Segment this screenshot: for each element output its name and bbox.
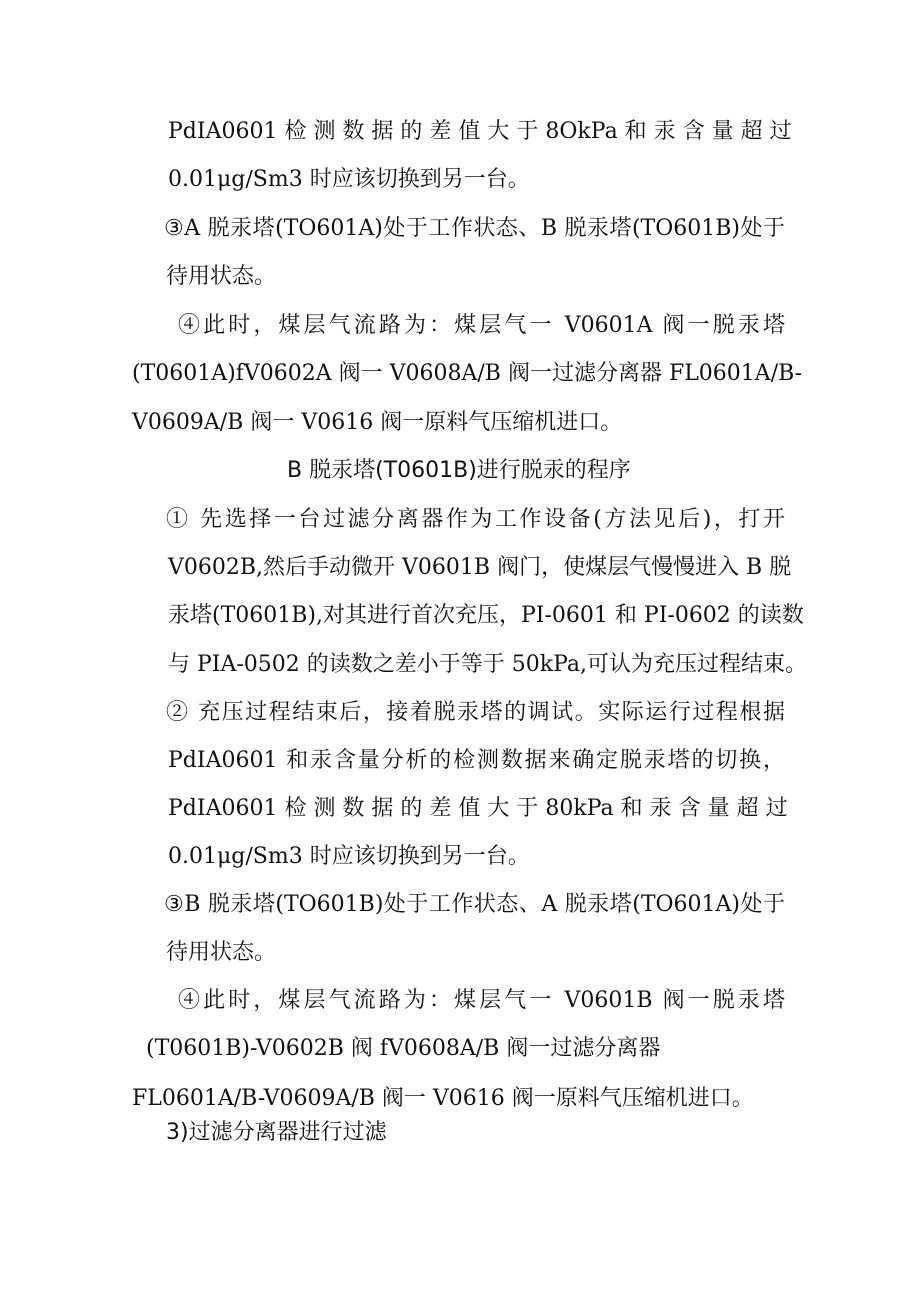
text-line-11: 汞塔(T0601B),对其进行首次充压，PI-0601 和 PI-0602 的读数 [168, 603, 804, 628]
text-line-5: ④此时，煤层气流路为：煤层气一 V0601A 阀一脱汞塔 [178, 313, 785, 338]
text-line-21: FL0601A/B-V0609A/B 阀一 V0616 阀一原料气压缩机进口。 [132, 1086, 754, 1111]
subsection-heading: 3)过滤分离器进行过滤 [166, 1120, 387, 1145]
text-line-12: 与 PIA-0502 的读数之差小于等于 50kPa,可认为充压过程结束。 [168, 652, 808, 677]
text-line-3: ③A 脱汞塔(TO601A)处于工作状态、B 脱汞塔(TO601B)处于 [164, 216, 785, 241]
text-line-2: 0.01μg∕Sm3 时应该切换到另一台。 [168, 167, 530, 192]
text-line-7: V0609A/B 阀一 V0616 阀一原料气压缩机进口。 [132, 410, 623, 435]
text-line-10: V0602B,然后手动微开 V0601B 阀门，使煤层气慢慢进入 B 脱 [168, 555, 792, 580]
text-line-16: 0.01μg∕Sm3 时应该切换到另一台。 [168, 844, 530, 869]
text-line-13: ② 充压过程结束后，接着脱汞塔的调试。实际运行过程根据 [166, 700, 785, 725]
text-line-15: PdIA0601 检 测 数 据 的 差 值 大 于 80kPa 和 汞 含 量 超 过 [168, 796, 788, 821]
text-line-1: PdIA0601 检 测 数 据 的 差 值 大 于 8OkPa 和 汞 含 量 超 过 [168, 119, 792, 144]
text-line-17: ③B 脱汞塔(TO601B)处于工作状态、A 脱汞塔(TO601A)处于 [164, 892, 785, 917]
text-line-9: ① 先选择一台过滤分离器作为工作设备(方法见后)，打开 [166, 507, 785, 532]
text-line-6: (T0601A)fV0602A 阀一 V0608A/B 阀一过滤分离器 FL0601A/B- [132, 361, 803, 386]
text-line-18: 待用状态。 [166, 940, 277, 965]
text-line-14: PdIA0601 和汞含量分析的检测数据来确定脱汞塔的切换， [168, 748, 785, 773]
text-line-20: (T0601B)-V0602B 阀 fV0608A∕B 阀一过滤分离器 [146, 1036, 661, 1061]
section-heading: B 脱汞塔(T0601B)进行脱汞的程序 [287, 458, 631, 483]
text-line-19: ④此时，煤层气流路为：煤层气一 V0601B 阀一脱汞塔 [178, 988, 785, 1013]
text-line-4: 待用状态。 [166, 264, 277, 289]
